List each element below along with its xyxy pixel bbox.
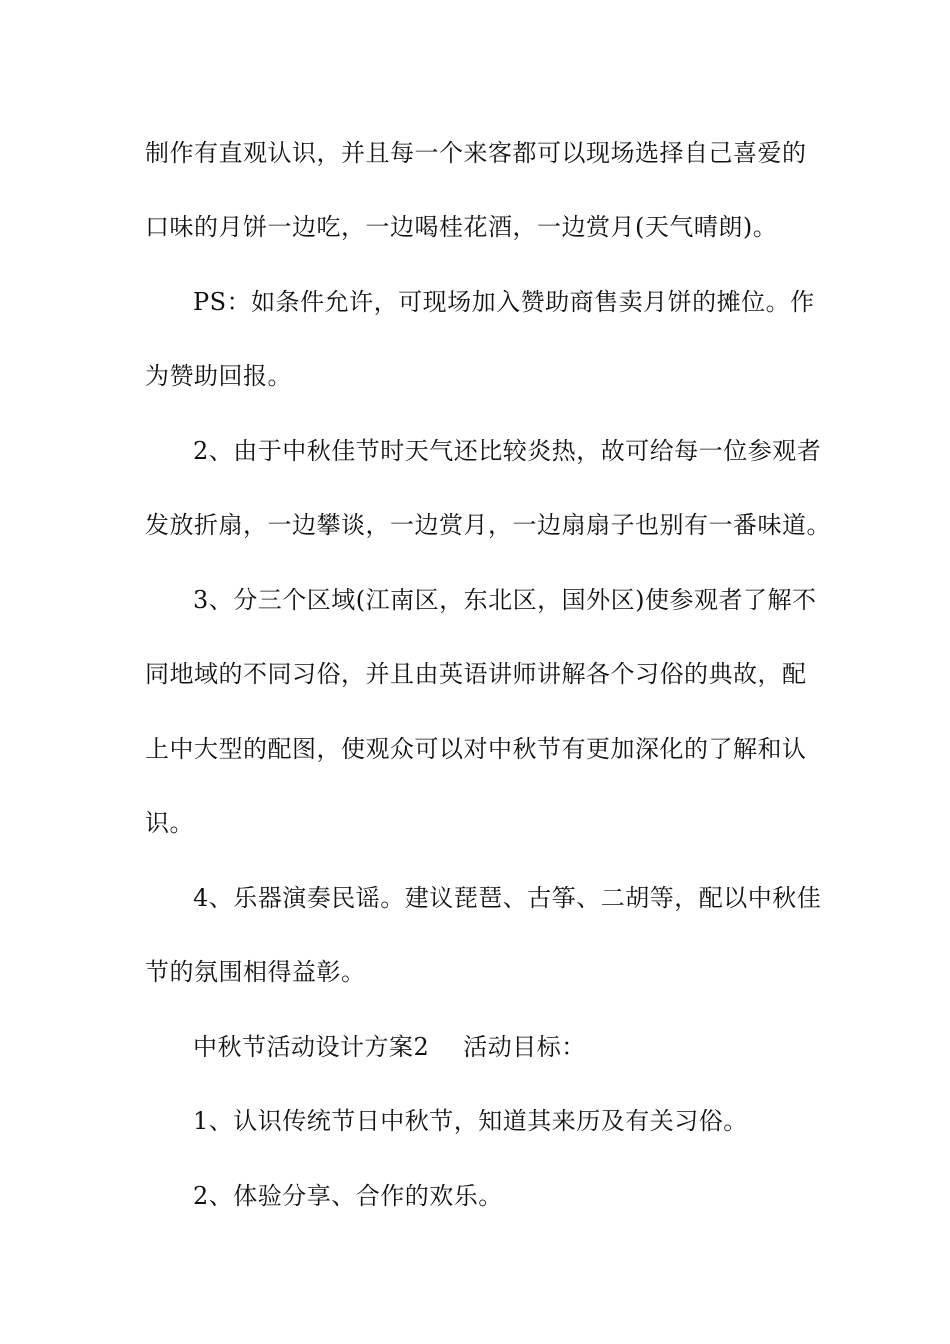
paragraph-line: PS：如条件允许，可现场加入赞助商售卖月饼的摊位。作 xyxy=(193,288,815,316)
paragraph-line: 制作有直观认识，并且每一个来客都可以现场选择自己喜爱的 xyxy=(145,139,807,167)
section-subtitle: 活动目标： xyxy=(463,1033,586,1061)
section-title: 中秋节活动设计方案2 xyxy=(193,1033,430,1061)
paragraph-line: 2、由于中秋佳节时天气还比较炎热，故可给每一位参观者 xyxy=(193,437,822,465)
paragraph-line: 3、分三个区域(江南区，东北区，国外区)使参观者了解不 xyxy=(193,586,817,614)
paragraph-line: 4、乐器演奏民谣。建议琵琶、古筝、二胡等，配以中秋佳 xyxy=(193,884,822,912)
paragraph-line: 节的氛围相得益彰。 xyxy=(145,958,366,986)
goal-item: 1、认识传统节日中秋节，知道其来历及有关习俗。 xyxy=(193,1107,748,1135)
paragraph-line: 同地域的不同习俗，并且由英语讲师讲解各个习俗的典故，配 xyxy=(145,660,807,688)
section-heading xyxy=(193,1032,863,1062)
paragraph-line: 为赞助回报。 xyxy=(145,362,292,390)
paragraph-line: 上中大型的配图，使观众可以对中秋节有更加深化的了解和认 xyxy=(145,735,807,763)
goal-item: 2、体验分享、合作的欢乐。 xyxy=(193,1182,503,1210)
paragraph-line: 口味的月饼一边吃，一边喝桂花酒，一边赏月(天气晴朗)。 xyxy=(145,213,778,241)
paragraph-line: 发放折扇，一边攀谈，一边赏月，一边扇扇子也别有一番味道。 xyxy=(145,511,831,539)
paragraph-line: 识。 xyxy=(145,809,194,837)
